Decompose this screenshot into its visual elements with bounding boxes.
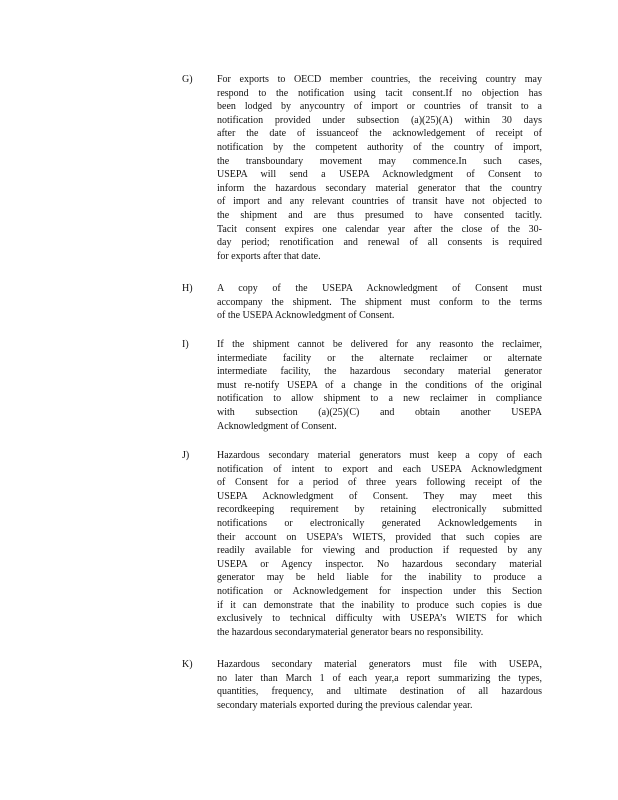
- section-marker: J): [182, 450, 190, 461]
- text-line: if it can demonstrate that the inability to produce such copies is due: [217, 599, 542, 611]
- text-line: no later than March 1 of each year,a report summarizing the types,: [217, 672, 542, 684]
- text-line: intermediate facility or the alternate reclaimer or alternate: [217, 352, 542, 364]
- text-line: notification to allow shipment to a new reclaimer in compliance: [217, 393, 542, 405]
- text-line: must re-notify USEPA of a change in the conditions of the original: [217, 379, 542, 391]
- text-line: the transboundary movement may commence.In such cases,: [217, 155, 542, 167]
- text-line: the hazardous secondarymaterial generator bears no responsibility.: [217, 626, 484, 638]
- text-line: USEPA will send a USEPA Acknowledgment of Consent to: [217, 169, 542, 181]
- text-line: notification provided under subsection (a)(25)(A) within 30 days: [217, 114, 542, 126]
- text-line: inform the hazardous secondary material generator that the country: [217, 182, 542, 194]
- text-line: notification or Acknowledgement for inspection under this Section: [217, 585, 542, 597]
- text-line: readily available for viewing and production if requested by any: [217, 545, 542, 557]
- text-line: notification of intent to export and each USEPA Acknowledgment: [217, 463, 542, 475]
- text-line: For exports to OECD member countries, the receiving country may: [217, 74, 542, 85]
- text-line: Hazardous secondary material generators must keep a copy of each: [217, 450, 542, 461]
- section-text: [217, 73, 542, 263]
- text-line: recordkeeping requirement by retaining electronically submitted: [217, 504, 542, 516]
- text-line: A copy of the USEPA Acknowledgment of Consent must: [217, 283, 542, 294]
- text-line: with subsection (a)(25)(C) and obtain another USEPA: [217, 406, 542, 418]
- section-text: [217, 338, 542, 433]
- text-line: Tacit consent expires one calendar year after the close of the 30-: [217, 223, 542, 235]
- text-line: of import and any relevant countries of transit have not objected to: [217, 196, 542, 208]
- text-line: USEPA Acknowledgment of Consent. They may meet this: [217, 490, 542, 502]
- text-line: accompany the shipment. The shipment must conform to the terms: [217, 296, 542, 308]
- text-line: for exports after that date.: [217, 250, 321, 262]
- text-line: respond to the notification using tacit consent.If no objection has: [217, 87, 542, 99]
- text-line: notifications or electronically generated Acknowledgements in: [217, 517, 542, 529]
- text-line: Hazardous secondary material generators must file with USEPA,: [217, 659, 542, 670]
- section-marker: G): [182, 74, 193, 85]
- text-line: quantities, frequency, and ultimate destination of all hazardous: [217, 686, 542, 698]
- text-line: generator may be held liable for the inability to produce a: [217, 572, 542, 584]
- text-line: USEPA or Agency inspector. No hazardous secondary material: [217, 558, 542, 570]
- section-marker: K): [182, 659, 193, 670]
- text-line: the shipment and are thus presumed to have consented tacitly.: [217, 209, 542, 221]
- text-line: Acknowledgment of Consent.: [217, 420, 337, 432]
- section-marker: I): [182, 339, 189, 350]
- text-line: notification by the competent authority of the country of import,: [217, 141, 542, 153]
- text-line: their account on USEPA’s WIETS, provided that such copies are: [217, 531, 542, 543]
- text-line: secondary materials exported during the previous calendar year.: [217, 699, 473, 711]
- section-text: [217, 658, 542, 712]
- text-line: of the USEPA Acknowledgment of Consent.: [217, 310, 395, 322]
- text-line: intermediate facility, the hazardous secondary material generator: [217, 366, 542, 378]
- text-line: of Consent for a period of three years following receipt of the: [217, 477, 542, 489]
- text-line: day period; renotification and renewal of all consents is required: [217, 237, 542, 249]
- text-line: been lodged by anycountry of import or countries of transit to a: [217, 101, 542, 113]
- section-marker: H): [182, 283, 193, 294]
- text-line: If the shipment cannot be delivered for any reasonto the reclaimer,: [217, 339, 542, 350]
- text-line: exclusively to technical difficulty with USEPA’s WIETS for which: [217, 613, 542, 625]
- text-line: after the date of issuanceof the acknowledgement of receipt of: [217, 128, 542, 140]
- section-text: [217, 449, 542, 639]
- section-text: [217, 282, 542, 323]
